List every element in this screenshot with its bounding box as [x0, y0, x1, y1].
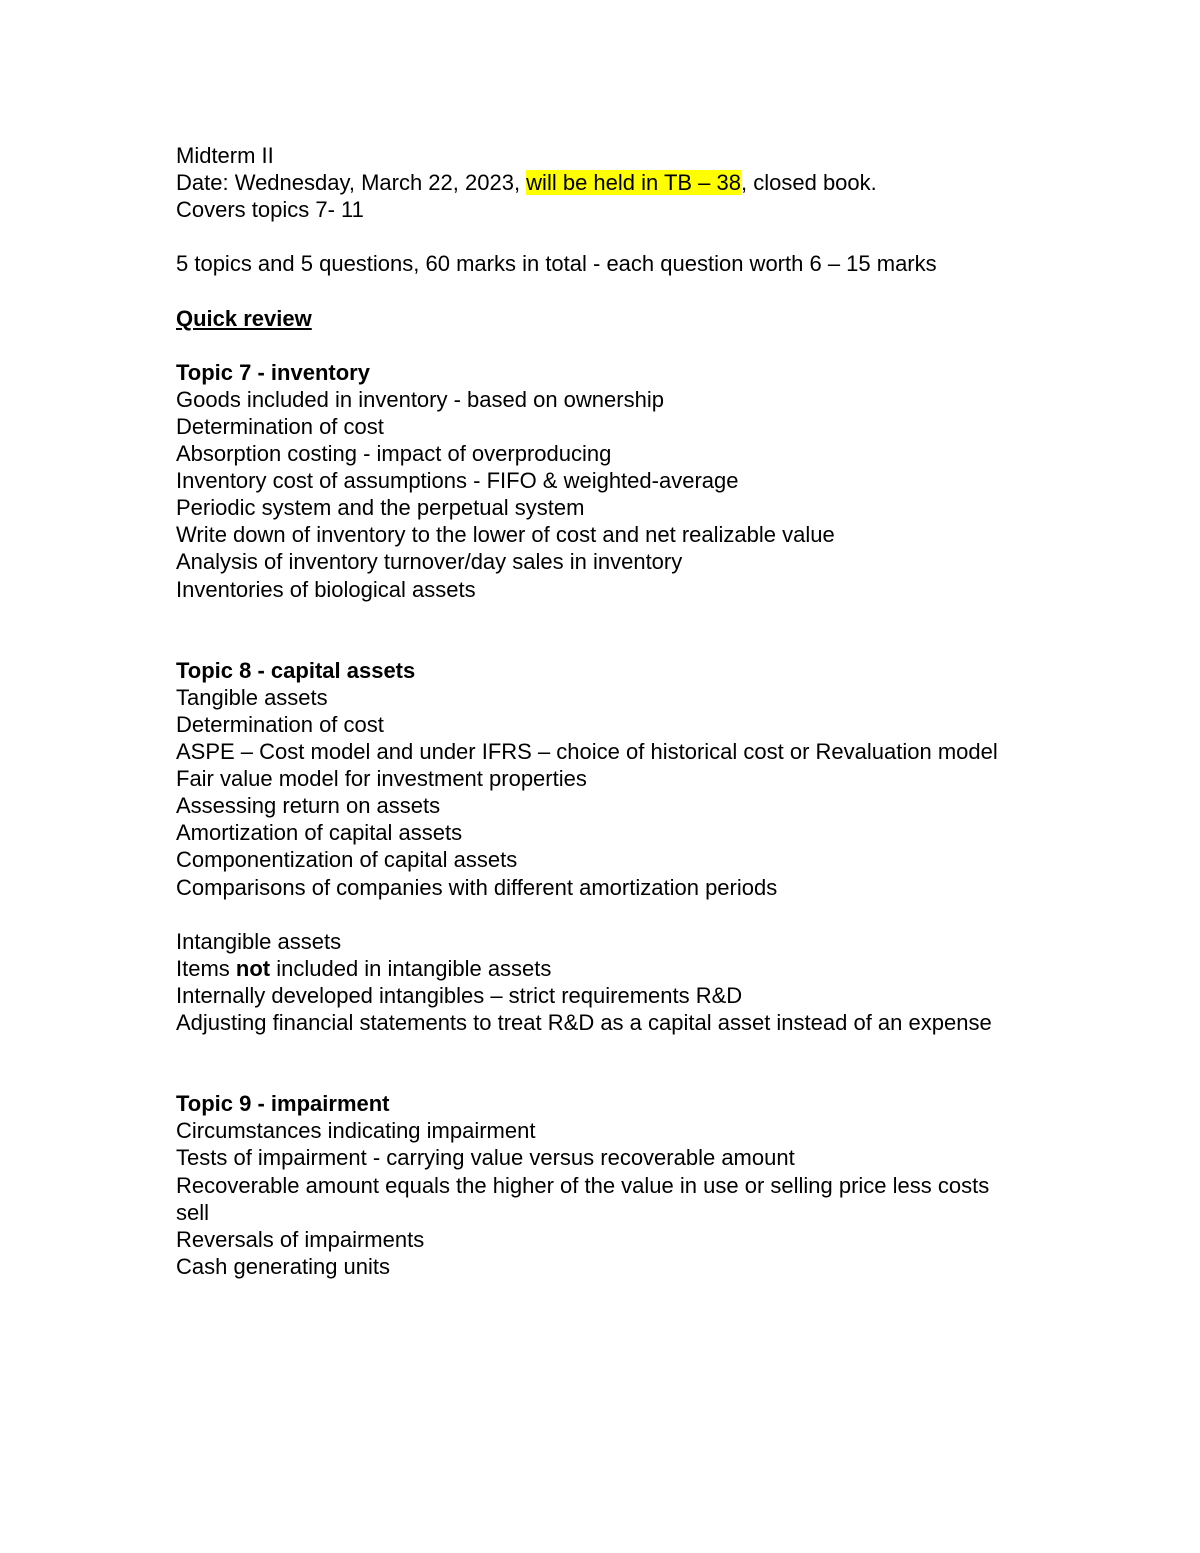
list-item: Comparisons of companies with different amortization periods [176, 874, 778, 900]
list-item: Determination of cost [176, 711, 384, 737]
list-item: Fair value model for investment properties [176, 766, 587, 792]
topic7-heading: Topic 7 - inventory [176, 359, 370, 385]
exam-summary: 5 topics and 5 questions, 60 marks in total - each question worth 6 – 15 marks [176, 251, 937, 277]
list-item: Componentization of capital assets [176, 847, 518, 873]
closed-book-text: , closed book. [741, 170, 877, 196]
emphasis-not: not [235, 955, 271, 981]
topic8-heading: Topic 8 - capital assets [176, 657, 416, 683]
list-item: Recoverable amount equals the higher of the value in use or selling price less costs sell [176, 1172, 990, 1225]
doc-title: Midterm II [176, 143, 274, 168]
spacer [176, 603, 1016, 630]
list-item: Reversals of impairments [176, 1226, 425, 1252]
list-item: Assessing return on assets [176, 793, 441, 819]
spacer [176, 630, 1016, 657]
date-text: Date: Wednesday, March 22, 2023, [176, 170, 527, 196]
spacer [176, 277, 1016, 304]
items-not-suffix: included in intangible assets [270, 955, 552, 981]
list-item: Adjusting financial statements to treat R&D as a capital asset instead of an expense [176, 1010, 992, 1035]
list-item: Write down of inventory to the lower of cost and net realizable value [176, 522, 835, 548]
items-not-included [176, 955, 1016, 982]
location-highlight: will be held in TB – 38 [526, 170, 742, 196]
list-item: Periodic system and the perpetual system [176, 495, 585, 521]
list-item: Tests of impairment - carrying value versus recoverable amount [176, 1145, 795, 1171]
list-item: Goods included in inventory - based on ownership [176, 386, 664, 412]
list-item: Inventory cost of assumptions - FIFO & weighted-average [176, 468, 739, 494]
list-item: ASPE – Cost model and under IFRS – choice of historical cost or Revaluation model [176, 739, 998, 765]
exam-date-line [176, 169, 1016, 196]
spacer [176, 1063, 1016, 1090]
list-item: Determination of cost [176, 413, 384, 439]
list-item: Cash generating units [176, 1253, 391, 1279]
list-item: Internally developed intangibles – strict requirements R&D [176, 982, 743, 1008]
spacer [176, 901, 1016, 928]
topic9-heading: Topic 9 - impairment [176, 1091, 390, 1117]
spacer [176, 223, 1016, 250]
list-item: Inventories of biological assets [176, 576, 476, 602]
document-body [176, 142, 1016, 1280]
spacer [176, 332, 1016, 359]
list-item: Absorption costing - impact of overproducing [176, 441, 612, 467]
list-item: Analysis of inventory turnover/day sales in inventory [176, 549, 683, 575]
intangible-subheading: Intangible assets [176, 928, 342, 954]
items-not-prefix: Items [176, 955, 236, 981]
quick-review-heading: Quick review [176, 305, 312, 331]
list-item: Circumstances indicating impairment [176, 1118, 536, 1144]
spacer [176, 1036, 1016, 1063]
list-item: Amortization of capital assets [176, 820, 463, 846]
covers-topics: Covers topics 7- 11 [176, 197, 364, 223]
list-item: Tangible assets [176, 684, 328, 710]
